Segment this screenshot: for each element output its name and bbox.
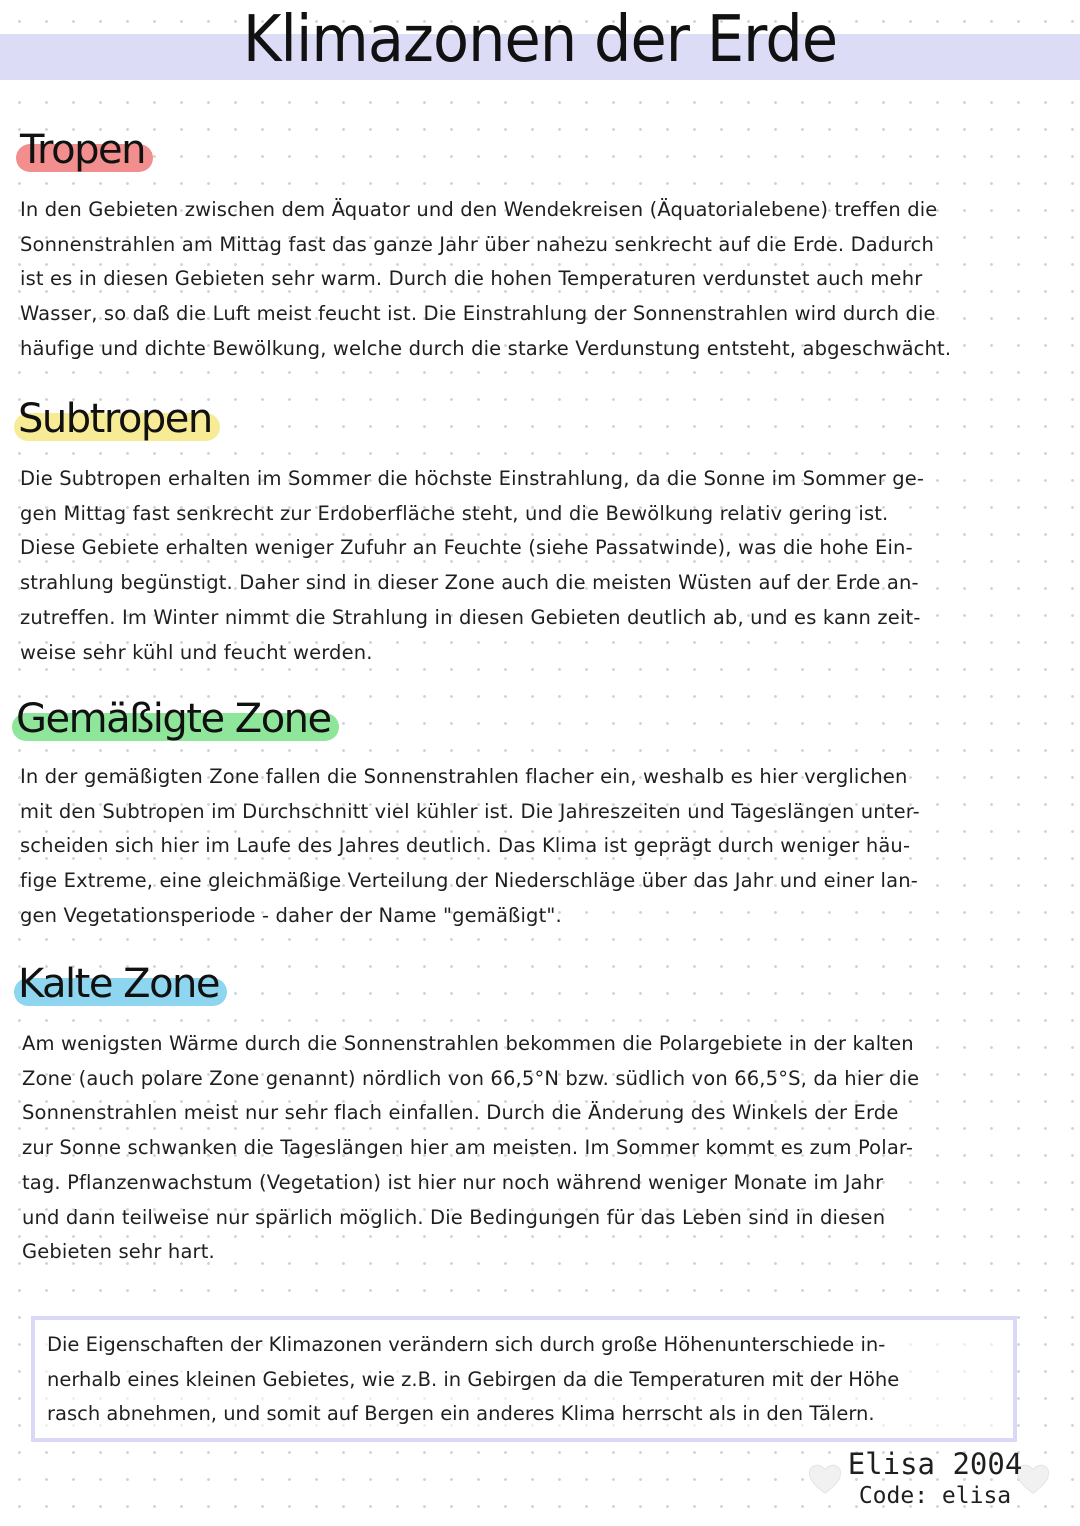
- text-line: rasch abnehmen, und somit auf Bergen ein anderes Klima herrscht als in den Tälern.: [47, 1402, 875, 1426]
- text-line: strahlung begünstigt. Daher sind in dieser Zone auch die meisten Wüsten auf der Erde an-: [20, 571, 919, 595]
- note-box: [31, 1316, 1017, 1442]
- text-line: In der gemäßigten Zone fallen die Sonnenstrahlen flacher ein, weshalb es hier verglichen: [20, 765, 908, 788]
- text-line: Gebieten sehr hart.: [22, 1240, 215, 1264]
- heading-gemaessigte-zone-label: Gemäßigte Zone: [16, 696, 331, 742]
- page-title: Klimazonen der Erde: [242, 3, 838, 77]
- text-line: nerhalb eines kleinen Gebietes, wie z.B. in Gebirgen da die Temperaturen mit der Höhe: [47, 1367, 900, 1391]
- text-line: Sonnenstrahlen am Mittag fast das ganze Jahr über nahezu senkrecht auf die Erde. Dadurch: [20, 232, 935, 256]
- heading-gemaessigte-zone: [12, 695, 339, 743]
- signature-name: Elisa 2004: [847, 1447, 1023, 1481]
- text-line: zur Sonne schwanken die Tageslängen hier am meisten. Im Sommer kommt es zum Polar-: [22, 1136, 914, 1160]
- text-line: ist es in diesen Gebieten sehr warm. Durch die hohen Temperaturen verdunstet auch mehr: [20, 267, 923, 291]
- text-line: gen Mittag fast senkrecht zur Erdoberfläche steht, und die Bewölkung relativ gering ist.: [20, 501, 889, 525]
- heading-tropen: [16, 126, 153, 174]
- paragraph-tropen: [20, 193, 1066, 367]
- text-line: mit den Subtropen im Durchschnitt viel kühler ist. Die Jahreszeiten und Tageslängen unter-: [20, 799, 920, 823]
- signature-code: Code: elisa: [858, 1483, 1012, 1509]
- text-line: häufige und dichte Bewölkung, welche durch die starke Verdunstung entsteht, abgeschwächt.: [20, 336, 952, 360]
- text-line: tag. Pflanzenwachstum (Vegetation) ist hier nur noch während weniger Monate im Jahr: [22, 1170, 884, 1194]
- text-line: zutreffen. Im Winter nimmt die Strahlung in diesen Gebieten deutlich ab, und es kann zeit-: [20, 605, 921, 629]
- text-line: Zone (auch polare Zone genannt) nördlich von 66,5°N bzw. südlich von 66,5°S, da hier die: [22, 1066, 920, 1090]
- heading-subtropen: [14, 395, 220, 443]
- text-line: Sonnenstrahlen meist nur sehr flach einfallen. Durch die Änderung des Winkels der Erde: [22, 1101, 899, 1125]
- text-line: In den Gebieten zwischen dem Äquator und den Wendekreisen (Äquatorialebene) treffen die: [20, 198, 938, 221]
- text-line: gen Vegetationsperiode - daher der Name "gemäßigt".: [20, 903, 562, 927]
- text-line: Wasser, so daß die Luft meist feucht ist. Die Einstrahlung der Sonnenstrahlen wird durch die: [20, 302, 936, 326]
- paragraph-gemaessigte-zone: [20, 760, 1030, 934]
- heading-subtropen-label: Subtropen: [18, 396, 212, 442]
- heading-tropen-label: Tropen: [20, 127, 145, 173]
- text-line: weise sehr kühl und feucht werden.: [20, 640, 373, 664]
- text-line: scheiden sich hier im Laufe des Jahres deutlich. Das Klima ist geprägt durch weniger häu-: [20, 834, 911, 858]
- note-text: [47, 1328, 1007, 1432]
- text-line: fige Extreme, eine gleichmäßige Verteilung der Niederschläge über das Jahr und einer lan-: [20, 869, 918, 893]
- paragraph-subtropen: [20, 462, 1030, 670]
- text-line: Die Subtropen erhalten im Sommer die höchste Einstrahlung, da die Sonne im Sommer ge-: [20, 467, 925, 490]
- heading-kalte-zone-label: Kalte Zone: [18, 961, 219, 1007]
- text-line: Am wenigsten Wärme durch die Sonnenstrahlen bekommen die Polargebiete in der kalten: [22, 1032, 914, 1055]
- paragraph-kalte-zone: [22, 1027, 1032, 1270]
- heading-kalte-zone: [14, 960, 227, 1008]
- text-line: und dann teilweise nur spärlich möglich. Die Bedingungen für das Leben sind in diesen: [22, 1205, 886, 1229]
- text-line: Diese Gebiete erhalten weniger Zufuhr an Feuchte (siehe Passatwinde), was die hohe Ein-: [20, 536, 913, 560]
- signature: [830, 1446, 1040, 1510]
- text-line: Die Eigenschaften der Klimazonen verändern sich durch große Höhenunterschiede in-: [47, 1333, 886, 1356]
